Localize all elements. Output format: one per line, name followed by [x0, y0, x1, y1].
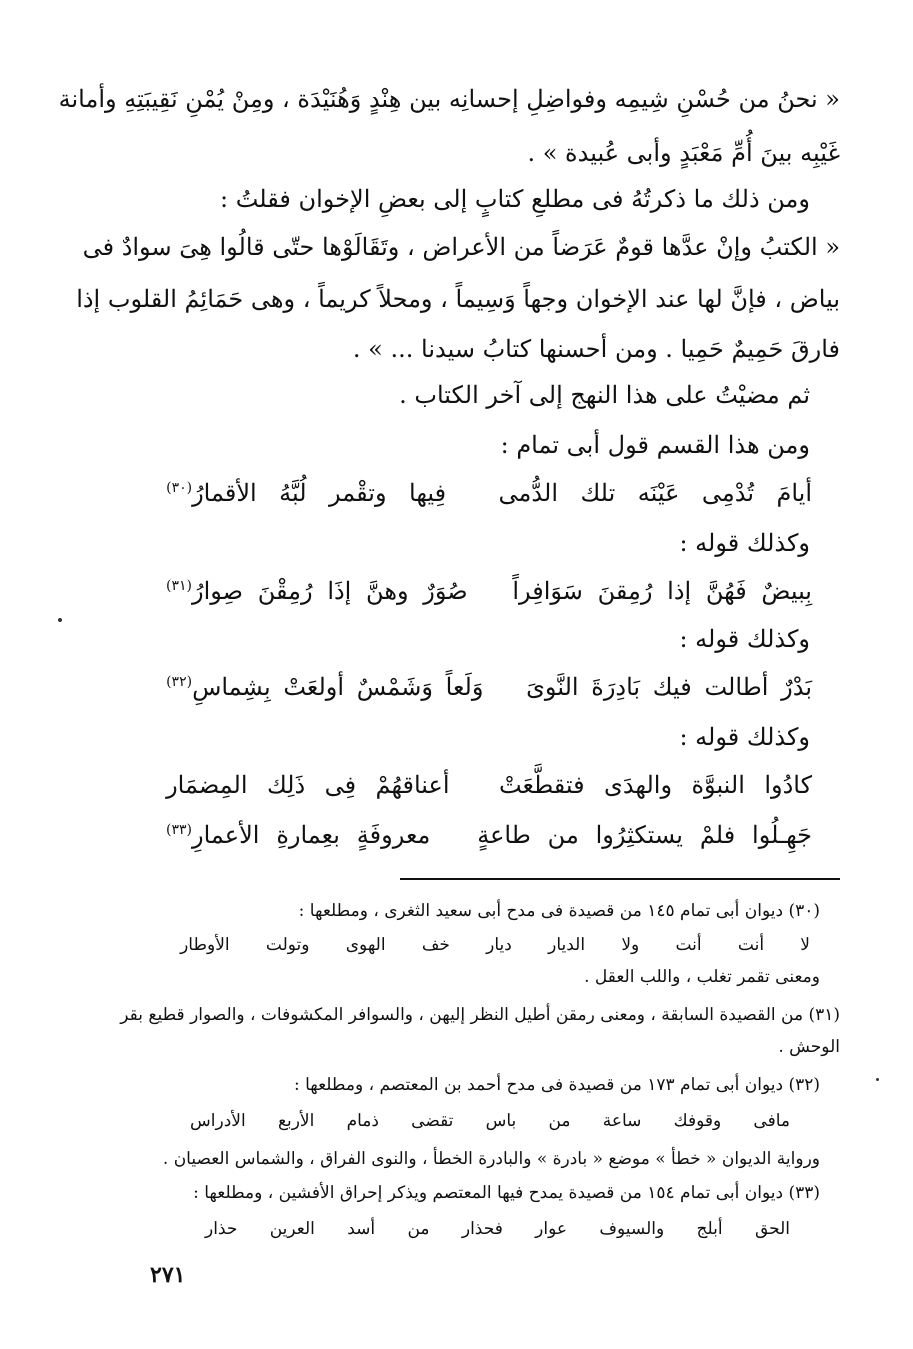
verse-word: تقضى: [411, 1111, 454, 1131]
verse-word: [166, 478, 257, 508]
verse-line: [166, 478, 812, 508]
verse-word: [166, 576, 243, 606]
verse-word: بعِمارةِ: [276, 821, 340, 849]
verse-word: لا: [800, 935, 810, 955]
verse-word: لُبَّهُ: [279, 479, 307, 507]
verse-line: [166, 820, 812, 850]
verse-word: أنت: [675, 935, 702, 955]
verse-word: من: [547, 821, 579, 849]
verse-word: ديار: [486, 935, 512, 955]
verse-word: وقوفك: [673, 1111, 722, 1131]
verse-word: أسد: [347, 1219, 376, 1239]
verse-word: رُمِقنَ: [597, 577, 653, 605]
footnote-line: (٣٣) ديوان أبى تمام ١٥٤ من قصيدة يمدح فيها المعتصم ويذكر إحراق الأفشين ، ومطلعها :: [193, 1183, 820, 1203]
verse-word: أبلج: [696, 1219, 723, 1239]
verse-word: وَلَعاً: [445, 673, 484, 701]
verse-word-text: الأقمارُ: [192, 479, 257, 507]
footnote-ref: (٣٣): [166, 822, 193, 838]
verse-word: العرين: [269, 1219, 315, 1239]
verse-word: خف: [421, 935, 450, 955]
verse-word: فِيها: [409, 479, 447, 507]
verse-word: باس: [485, 1111, 517, 1131]
footnote-verse: [205, 1216, 790, 1242]
body-line: ومن هذا القسم قول أبى تمام :: [500, 431, 810, 459]
verse-word: الأدراس: [190, 1111, 246, 1131]
verse-word: ساعة: [602, 1111, 642, 1131]
verse-word: من: [407, 1219, 430, 1239]
verse-word: ذَلِك: [266, 771, 306, 799]
verse-word: الديار: [548, 935, 586, 955]
verse-word: عَيْنَه: [637, 479, 680, 507]
verse-word: جَهِـلُوا: [752, 821, 812, 849]
footnote-verse: [190, 1108, 790, 1134]
verse-line: [166, 770, 812, 800]
verse-word: تلك: [580, 479, 616, 507]
body-line: غَيْبِه بينَ أُمِّ مَعْبَدٍ وأبى عُبيدة » .: [527, 139, 840, 167]
verse-word: أيامَ: [776, 479, 812, 507]
footnote-ref: (٣٢): [166, 674, 193, 690]
verse-word: [166, 672, 271, 702]
verse-word: فيك: [652, 673, 692, 701]
verse-word: إذا: [667, 577, 692, 605]
footnote-ref: (٣٠): [166, 480, 193, 496]
page-number: ٢٧١: [150, 1262, 186, 1288]
verse-word-text: بِشِماسِ: [192, 673, 271, 701]
body-line: بياض ، فإنَّ لها عند الإخوان وجهاً وَسِيماً ، ومحلاً كريماً ، وهى حَمَائِمُ القلوب إذا: [76, 285, 840, 313]
verse-word: حذار: [205, 1219, 238, 1239]
verse-word: رُمِقْنَ: [257, 577, 313, 605]
body-line: ثم مضيْتُ على هذا النهج إلى آخر الكتاب .: [399, 381, 810, 409]
verse-word: والسيوف: [599, 1219, 665, 1239]
verse-word: والهدَى: [604, 771, 673, 799]
footnote-line: (٣١) من القصيدة السابقة ، ومعنى رمقن أطيل النظر إليهن ، والسوافر المكشوفات ، والصوار قطيع بقر: [120, 1005, 840, 1025]
verse-word: النَّوىَ: [526, 673, 579, 701]
verse-word: وتقْمر: [329, 479, 387, 507]
footnote-verse: [180, 932, 810, 958]
verse-word: المِضمَار: [166, 771, 248, 799]
verse-word: أنت: [737, 935, 765, 955]
verse-word: تُدْمِى: [701, 479, 755, 507]
verse-word: مافى: [753, 1111, 790, 1131]
verse-word: فَهُنَّ: [705, 577, 747, 605]
verse-word: ولا: [621, 935, 640, 955]
body-line: وكذلك قوله :: [679, 723, 810, 751]
verse-word: فِى: [324, 771, 357, 799]
verse-word: إذَا: [327, 577, 352, 605]
verse-word: الأربع: [277, 1111, 315, 1131]
footnote-line: ورواية الديوان « خطأ » موضع « بادرة » والبادرة الخطأ ، والنوى الفراق ، والشماس العصيان .: [162, 1149, 820, 1169]
verse-word: معروفَةٍ: [356, 821, 431, 849]
footnote-ref: (٣١): [166, 578, 192, 594]
verse-word: فتقطَّعَتْ: [498, 771, 585, 799]
verse-word: صُوَرٌ: [423, 577, 468, 605]
verse-word: وَشَمْسٌ: [356, 673, 433, 701]
verse-word: يستكثِرُوا: [595, 821, 683, 849]
verse-word: النبوَّة: [691, 771, 745, 799]
verse-word: الأوطار: [180, 935, 230, 955]
verse-line: [166, 576, 812, 606]
body-line: « نحنُ من حُسْنِ شِيمِه وفواضِلِ إحسانِه بين هِنْدٍ وَهُنَيْدَة ، ومِنْ يُمْنِ نَقِيبَتِهِ وأمانة: [58, 85, 840, 113]
verse-line: [166, 672, 812, 702]
verse-word: سَوَافِراً: [512, 577, 583, 605]
verse-word: الدُّمى: [498, 479, 558, 507]
verse-word: طاعةٍ: [477, 821, 531, 849]
verse-word: فحذار: [461, 1219, 503, 1239]
scan-speck: [876, 1078, 879, 1081]
body-line: « الكتبُ وإنْ عدَّها قومٌ عَرَضاً من الأعراض ، وتَقَالَوْها حتّى قالُوا هِىَ سوادٌ فى: [82, 233, 840, 261]
verse-word: بَادِرَةَ: [591, 673, 641, 701]
footnote-line: الوحش .: [778, 1037, 840, 1057]
body-line: وكذلك قوله :: [679, 529, 810, 557]
footnote-divider: [400, 878, 840, 880]
verse-word: من: [548, 1111, 571, 1131]
verse-word: فلمْ: [699, 821, 736, 849]
verse-word: الحق: [754, 1219, 790, 1239]
footnote-line: (٣٠) ديوان أبى تمام ١٤٥ من قصيدة فى مدح أبى سعيد الثغرى ، ومطلعها :: [298, 901, 820, 921]
scan-speck: [58, 618, 62, 622]
footnote-line: ومعنى تقمر تغلب ، واللب العقل .: [584, 967, 820, 987]
verse-word: وهنَّ: [366, 577, 409, 605]
verse-word: ذمام: [346, 1111, 379, 1131]
verse-word: أطالت: [704, 673, 769, 701]
verse-word: الهوى: [345, 935, 386, 955]
verse-word: أولعَتْ: [283, 673, 345, 701]
verse-word: كادُوا: [764, 771, 812, 799]
verse-word: وتولت: [265, 935, 310, 955]
verse-word: بَدْرٌ: [781, 673, 812, 701]
verse-word: أعناقهُمْ: [375, 771, 450, 799]
body-line: ومن ذلك ما ذكرتُهُ فى مطلعِ كتابٍ إلى بعضِ الإخوان فقلتُ :: [220, 185, 810, 213]
verse-word-text: الأعمارِ: [192, 821, 260, 849]
verse-word-text: صِوارُ: [192, 577, 244, 605]
body-line: وكذلك قوله :: [679, 625, 810, 653]
body-line: فارقَ حَمِيمٌ حَمِيا . ومن أحسنها كتابُ سيدنا ... » .: [352, 335, 840, 363]
footnote-line: (٣٢) ديوان أبى تمام ١٧٣ من قصيدة فى مدح أحمد بن المعتصم ، ومطلعها :: [293, 1075, 820, 1095]
verse-word: بِبيضٌ: [761, 577, 812, 605]
verse-word: [166, 820, 259, 850]
verse-word: عوار: [535, 1219, 568, 1239]
